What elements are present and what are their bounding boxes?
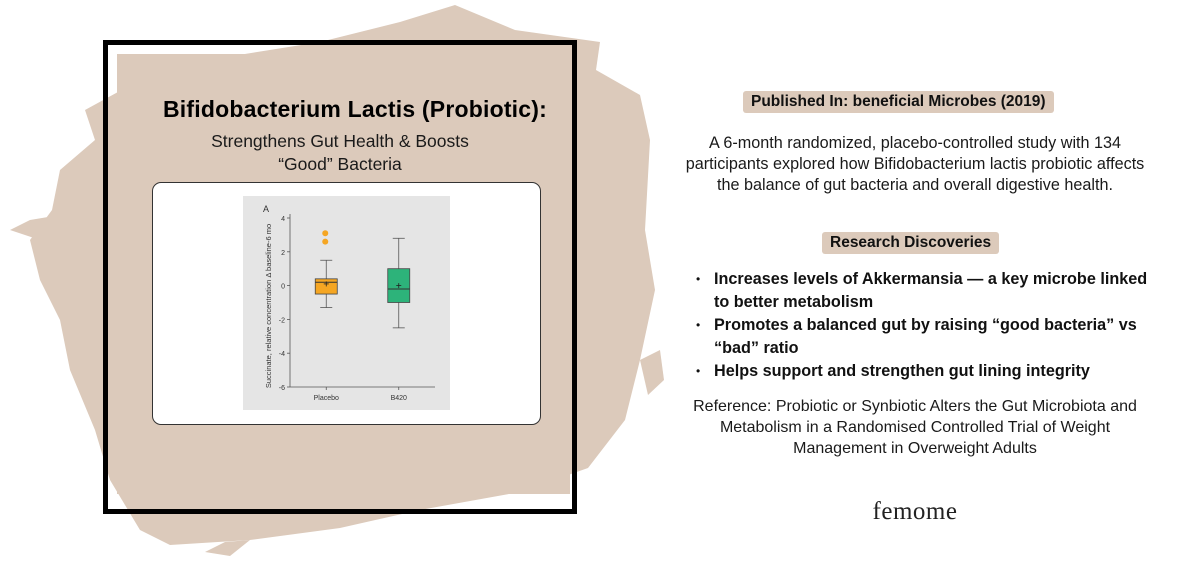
box-placebo — [315, 279, 337, 294]
probiotic-subtitle — [150, 130, 530, 176]
research-discoveries-badge: Research Discoveries — [822, 232, 999, 254]
y-tick-label: -6 — [278, 385, 285, 392]
bullet-icon: • — [696, 364, 701, 378]
reference-text: Reference: Probiotic or Synbiotic Alters the Gut Microbiota and Metabolism in a Randomised Controlled Trial of Weight Management in Overweight Adults — [693, 398, 1137, 457]
finding-item — [696, 360, 1166, 383]
y-tick-label: 4 — [281, 216, 285, 223]
subtitle-line-2: “Good” Bacteria — [278, 154, 402, 174]
findings-list — [696, 268, 1166, 383]
chart-panel-label: A — [263, 204, 270, 214]
chart-y-axis-label: Succinate, relative concentration Δ baseline-6 mo — [264, 223, 273, 389]
outlier-point — [322, 230, 328, 236]
x-tick-label: Placebo — [313, 395, 339, 402]
finding-text: Helps support and strengthen gut lining integrity — [714, 362, 1090, 380]
succinate-boxplot-chart — [243, 196, 450, 410]
y-tick-label: -2 — [278, 317, 285, 325]
y-tick-label: -4 — [278, 351, 285, 359]
subtitle-line-1: Strengthens Gut Health & Boosts — [211, 131, 469, 151]
study-intro-text: A 6-month randomized, placebo-controlled study with 134 participants explored how Bifidobacterium lactis probiotic affects the balance of gut bacteria and overall digestive health. — [685, 134, 1145, 194]
probiotic-title: Bifidobacterium Lactis (Probiotic): — [163, 96, 547, 122]
y-tick-label: 0 — [281, 283, 285, 291]
femome-logo: femome — [872, 498, 958, 525]
bullet-icon: • — [696, 272, 701, 286]
published-in-badge: Published In: beneficial Microbes (2019) — [743, 91, 1054, 113]
finding-item — [696, 314, 1166, 360]
outlier-point — [322, 239, 328, 245]
bullet-icon: • — [696, 318, 701, 332]
y-tick-label: 2 — [281, 249, 285, 257]
finding-text: Increases levels of Akkermansia — a key microbe linked to better metabolism — [714, 270, 1148, 311]
x-tick-label: B420 — [390, 395, 407, 402]
finding-item — [696, 268, 1166, 314]
finding-text: Promotes a balanced gut by raising “good bacteria” vs “bad” ratio — [714, 316, 1137, 357]
